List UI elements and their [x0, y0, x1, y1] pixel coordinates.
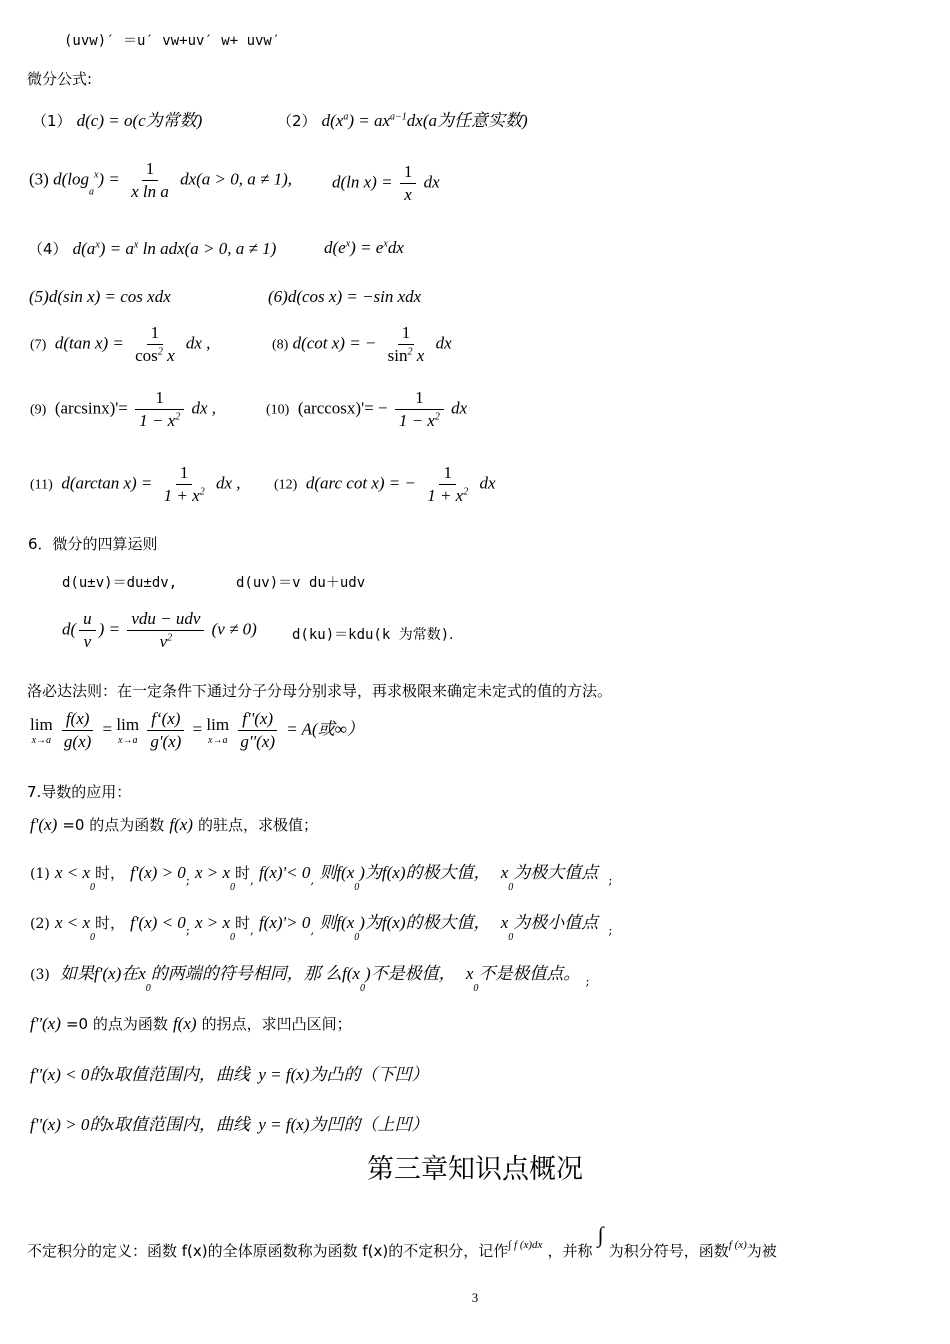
inflection-point-line: f''(x) =0 的点为函数 f(x) 的拐点，求凹凸区间； — [30, 1014, 352, 1033]
fraction: $\frac{f‘(x)}{g'(x)}$ — [146, 710, 185, 751]
fraction: $\frac{1}{\cos^2 x}$ — [135, 323, 175, 365]
rule-quotient: d( $\frac{u}{v}$ ) = $\frac{\text{vdu − udv}}{v^2}$ (v ≠ 0) — [62, 609, 257, 651]
fraction: $\frac{1}{1 + x^2}$ — [163, 463, 205, 505]
formula-9: (9) (arcsinx)'= $\frac{1}{1 - x^2}$ dx , — [30, 388, 216, 430]
formula-label: （1） — [32, 112, 72, 130]
extremum-condition-1: (1) $x < x_0$时， $f'(x) > 0_;$ $x > x_0$时$_,$ $f(x)'< 0_,$ 则$f(x_0)$为f(x)的极大值， $x_0$为极大值点 $_;$ — [30, 863, 613, 893]
section-7-title: 7.导数的应用： — [27, 783, 132, 801]
stationary-point-line: f'(x) =0 的点为函数 f(x) 的驻点，求极值； — [30, 815, 319, 834]
fraction: $\frac{1}{1 - x^2}$ — [135, 389, 184, 430]
fraction: $\frac{f(x)}{g(x)}$ — [60, 710, 95, 751]
section-6-title: 6．微分的四算运则 — [28, 535, 158, 553]
formula-3: (3) $d(\log_a^x)$ = $\frac{1}{\text{x ln a}}$ dx(a > 0, a ≠ 1), — [29, 159, 293, 201]
rule-sum: d(u±v)＝du±dv, — [62, 575, 178, 591]
rule-constant: d(ku)＝kdu(k 为常数)． — [292, 627, 464, 643]
formula-5: (5)d(sin x) = cos xdx — [29, 287, 171, 306]
section-title-differential-formulas: 微分公式: — [27, 70, 93, 88]
formula-4b: $d(e^x) = e^xdx$ — [324, 238, 404, 257]
page-number: 3 — [471, 1290, 479, 1305]
rule-product: d(uv)＝v du＋udv — [236, 575, 366, 591]
integral-symbol-icon: ∫ — [597, 1222, 604, 1247]
formula-11: (11) d(arctan x) = $\frac{1}{1 + x^2}$ dx , — [30, 463, 241, 505]
formula-expr: d(c) = o(c为常数) — [76, 111, 203, 130]
formula-4: （4） $d(a^x) = a^x$ ln adx(a > 0, a ≠ 1) — [28, 239, 277, 258]
fraction: $\frac{\text{vdu − udv}}{v^2}$ — [127, 610, 204, 651]
formula-1 — [32, 106, 202, 131]
fraction: $\frac{u}{v}$ — [79, 610, 96, 651]
fraction: $\frac{1}{\text{x ln a}}$ — [131, 159, 169, 201]
fraction: $\frac{1}{1 + x^2}$ — [427, 463, 469, 505]
fraction: $\frac{f''(x)}{g''(x)}$ — [236, 710, 279, 751]
formula-3b: d(ln x) = $\frac{1}{x}$ dx — [332, 162, 440, 204]
formula-6: (6)d(cos x) = −sin xdx — [268, 287, 422, 306]
lhopital-rule-text: 洛必达法则：在一定条件下通过分子分母分别求导，再求极限来确定未定式的值的方法。 — [27, 682, 613, 700]
formula-10: (10) (arccosx)'= − $\frac{1}{1 - x^2}$ dx — [266, 388, 468, 430]
formula-2 — [277, 106, 528, 131]
product-rule: (uvw)′ ＝u′ vw+uv′ w+ uvw′ — [64, 33, 281, 49]
extremum-condition-3: (3) 如果f'(x)在$x_0$的两端的符号相同，那 么$f(x_0)$不是极值， $x_0$不是极值点。 $_;$ — [30, 964, 590, 994]
fraction: $\frac{1}{x}$ — [400, 163, 417, 204]
concavity-up-line: f''(x) > 0的x取值范围内，曲线 y = f(x)为凹的（上凹） — [30, 1115, 429, 1134]
chapter-heading: 第三章知识点概况 — [367, 1154, 583, 1185]
formula-label: （2） — [277, 112, 317, 130]
fraction: $\frac{1}{\sin^2 x}$ — [387, 323, 425, 365]
lhopital-formula: lim x→a $\frac{f(x)}{g(x)}$ = lim x→a $\frac{f‘(x)}{g'(x)}$ = lim x→a $\frac{f''(x)}{g''(x)}$ = A(或∞） — [30, 709, 364, 751]
indefinite-integral-definition: 不定积分的定义：函数 f(x)的全体原函数称为函数 f(x)的不定积分，记作$^{\int f (x)dx}$ ，并称 ∫ 为积分符号，函数$^{f (x)}$为被 — [27, 1222, 777, 1260]
extremum-condition-2: (2) $x < x_0$时， $f'(x) < 0_;$ $x > x_0$时$_,$ $f(x)'> 0_,$ 则$f(x_0)$为f(x)的极大值， $x_0$为极小值点 $_;$ — [30, 913, 613, 943]
formula-12: (12) d(arc cot x) = − $\frac{1}{1 + x^2}$ dx — [274, 463, 496, 505]
formula-8: (8) d(cot x) = − $\frac{1}{\sin^2 x}$ dx — [272, 323, 452, 365]
fraction: $\frac{1}{1 - x^2}$ — [395, 389, 444, 430]
formula-expr: $d(x^a) = ax^{a-1}dx(a$为任意实数) — [321, 111, 528, 130]
formula-7: (7) d(tan x) = $\frac{1}{\cos^2 x}$ dx , — [30, 323, 211, 365]
concavity-down-line: f''(x) < 0的x取值范围内，曲线 y = f(x)为凸的（下凹） — [30, 1065, 429, 1084]
